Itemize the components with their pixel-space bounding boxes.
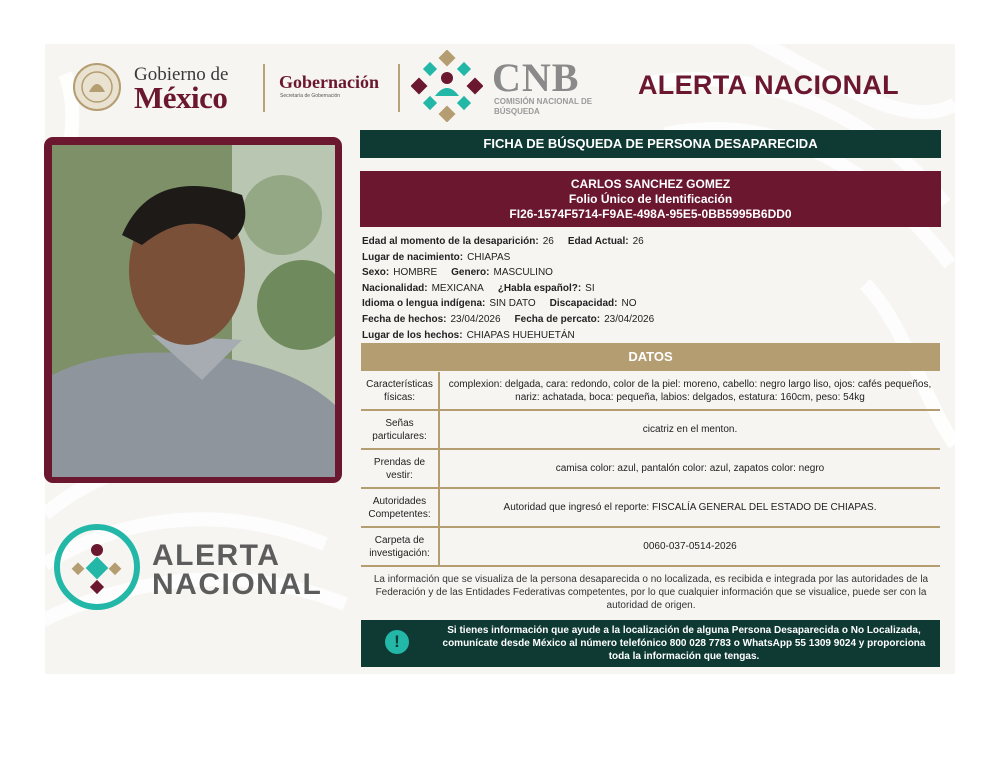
info-label: Genero: xyxy=(451,267,490,279)
info-value: CHIAPAS xyxy=(467,251,511,263)
contact-banner xyxy=(361,620,940,667)
info-value: CHIAPAS HUEHUETÁN xyxy=(466,329,575,341)
folio-label: Folio Único de Identificación xyxy=(568,192,733,206)
info-value: 26 xyxy=(542,236,554,247)
person-name-box xyxy=(360,171,941,227)
info-label: Fecha de percato: xyxy=(514,313,601,325)
row-key: Prendas de vestir: xyxy=(361,449,439,488)
info-label: Nacionalidad: xyxy=(362,282,428,294)
cnb-logo-icon xyxy=(411,50,483,122)
info-value: 23/04/2026 xyxy=(450,313,501,325)
row-value: 0060-037-0514-2026 xyxy=(439,527,940,566)
person-photo xyxy=(52,145,335,477)
person-info xyxy=(362,234,942,343)
row-value: Autoridad que ingresó el reporte: FISCALÍA GENERAL DEL ESTADO DE CHIAPAS. xyxy=(439,488,940,527)
person-name: CARLOS SANCHEZ GOMEZ xyxy=(570,177,731,191)
cnb-subtitle: COMISIÓN NACIONAL DE BÚSQUEDA xyxy=(494,97,593,116)
row-key: Características físicas: xyxy=(361,372,439,410)
logo-line2: NACIONAL xyxy=(152,568,323,601)
info-label: ¿Habla español?: xyxy=(497,282,582,294)
info-row xyxy=(362,250,942,266)
contact-message: Si tienes información que ayude a la localización de alguna Persona Desaparecida o No Localizada, comunícate desde México al número telefónico 800 028 7783 o WhatsApp 55 1309 9024 y proporciona toda la información que tengas. xyxy=(442,625,926,662)
gobernacion-sublabel: Secretaría de Gobernación xyxy=(280,93,341,99)
mexico-seal-icon xyxy=(72,62,122,112)
datos-title-bar: DATOS xyxy=(361,343,940,371)
gobierno-label: Gobierno de xyxy=(134,64,229,85)
info-value: 26 xyxy=(632,236,644,247)
info-row xyxy=(362,312,942,328)
table-row xyxy=(361,410,940,449)
table-row xyxy=(361,372,940,410)
datos-table xyxy=(361,372,940,567)
info-value: SI xyxy=(585,282,595,294)
exclamation-icon: ! xyxy=(385,630,409,654)
alerta-nacional-logo-icon xyxy=(54,524,140,610)
info-label: Edad al momento de la desaparición: xyxy=(362,236,539,247)
row-value: camisa color: azul, pantalón color: azul, zapatos color: negro xyxy=(439,449,940,488)
info-label: Fecha de hechos: xyxy=(362,313,447,325)
info-row xyxy=(362,281,942,297)
folio-value: FI26-1574F5714-F9AE-498A-95E5-0BB5995B6DD0 xyxy=(509,207,792,221)
info-label: Lugar de nacimiento: xyxy=(362,251,464,263)
ficha-title-bar: FICHA DE BÚSQUEDA DE PERSONA DESAPARECIDA xyxy=(360,130,941,158)
info-value: MASCULINO xyxy=(493,267,553,279)
info-label: Sexo: xyxy=(362,267,390,279)
table-row xyxy=(361,449,940,488)
info-value: NO xyxy=(621,298,637,310)
logo-line1: ALERTA xyxy=(152,539,281,572)
info-value: SIN DATO xyxy=(489,298,536,310)
header-divider xyxy=(398,64,400,112)
info-label: Discapacidad: xyxy=(549,298,618,310)
row-key: Señas particulares: xyxy=(361,410,439,449)
gobernacion-label: Gobernación xyxy=(279,72,380,92)
row-key: Autoridades Competentes: xyxy=(361,488,439,527)
info-label: Edad Actual: xyxy=(567,236,629,247)
alerta-nacional-logo-text xyxy=(152,541,322,599)
info-value: 23/04/2026 xyxy=(604,313,655,325)
cnb-title: CNB xyxy=(492,55,580,100)
header-divider xyxy=(263,64,265,112)
table-row xyxy=(361,488,940,527)
disclaimer-text: La información que se visualiza de la persona desaparecida o no localizada, es recibida e integrada por las autoridades de la Federación y de las Entidades Federativas competentes, por lo que cualquier información que se visualice, puede ser con la autoridad de origen. xyxy=(373,574,929,611)
info-row xyxy=(362,265,942,281)
info-row xyxy=(362,234,942,250)
info-row xyxy=(362,296,942,312)
table-row xyxy=(361,527,940,566)
info-row xyxy=(362,328,942,344)
row-value: cicatriz en el menton. xyxy=(439,410,940,449)
mexico-label: México xyxy=(134,80,228,115)
info-value: HOMBRE xyxy=(393,267,438,279)
info-label: Lugar de los hechos: xyxy=(362,329,463,341)
row-key: Carpeta de investigación: xyxy=(361,527,439,566)
info-value: MEXICANA xyxy=(431,282,484,294)
info-label: Idioma o lengua indígena: xyxy=(362,298,486,310)
alerta-nacional-title: ALERTA NACIONAL xyxy=(638,70,899,100)
row-value: complexion: delgada, cara: redondo, color de la piel: moreno, cabello: negro largo liso, ojos: cafés pequeños, nariz: achatada, boca: pequeña, labios: delgados, estatura: 160cm, peso: 54kg xyxy=(439,372,940,410)
